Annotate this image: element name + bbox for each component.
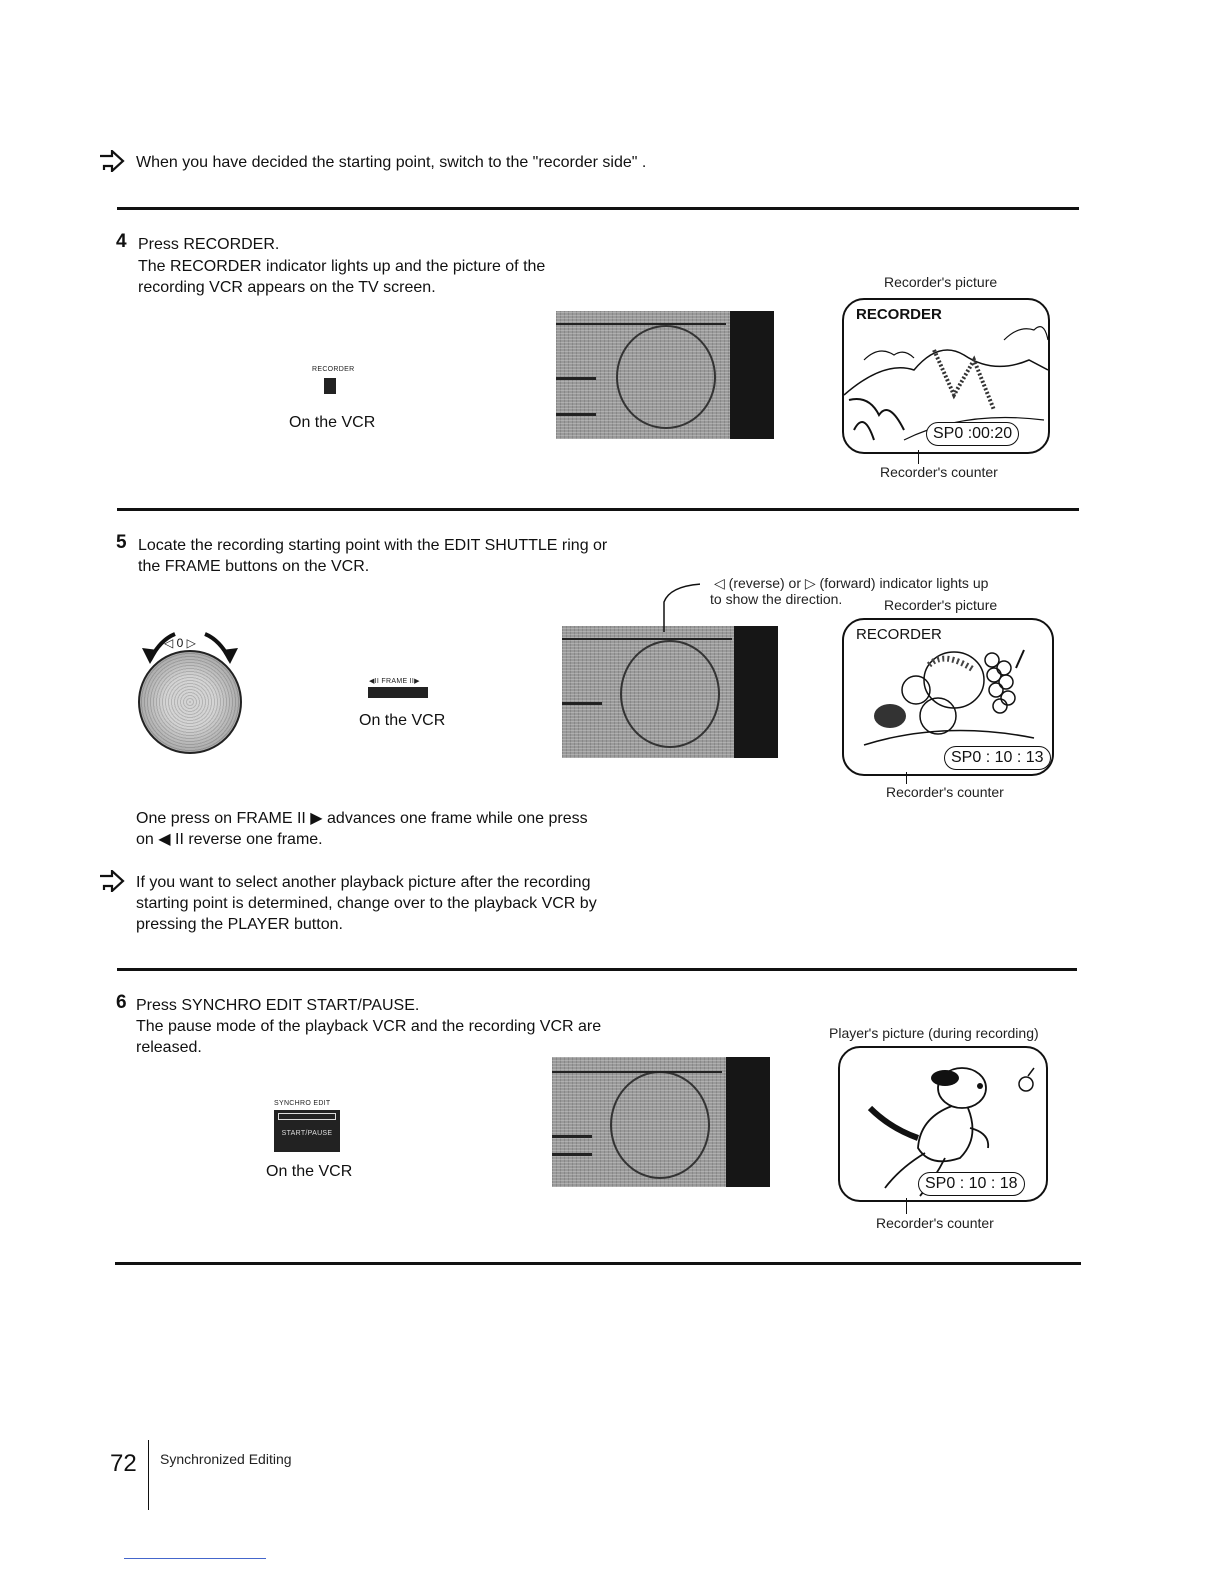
step-title-line2: the FRAME buttons on the VCR.	[138, 558, 370, 575]
step-title: Locate the recording starting point with the EDIT SHUTTLE ring or	[138, 537, 608, 554]
step-body-line: The pause mode of the playback VCR and the recording VCR are	[136, 1018, 602, 1035]
bottom-rule	[124, 1558, 266, 1559]
edit-shuttle-ring[interactable]	[138, 650, 242, 754]
synchro-edit-label: SYNCHRO EDIT	[274, 1100, 331, 1107]
counter-callout-line	[906, 772, 907, 784]
step-number: 4	[116, 231, 127, 252]
recorder-counter: SP0 :00:20	[926, 422, 1019, 446]
vcr-caption: On the VCR	[289, 414, 376, 431]
step-number: 5	[116, 532, 127, 553]
note-arrow-icon	[98, 870, 126, 892]
player-note-line: pressing the PLAYER button.	[136, 916, 343, 933]
divider	[117, 508, 1079, 511]
player-note-line: starting point is determined, change over to the playback VCR by	[136, 895, 597, 912]
counter-callout-line	[906, 1198, 907, 1214]
screen-title: RECORDER	[856, 306, 942, 323]
synchro-edit-button[interactable]	[274, 1110, 340, 1152]
start-pause-label: START/PAUSE	[281, 1130, 333, 1137]
counter-callout-line	[918, 450, 919, 464]
divider	[117, 207, 1079, 210]
recorder-counter: SP0 : 10 : 18	[918, 1172, 1025, 1196]
screen-title: RECORDER	[856, 626, 942, 643]
screen-caption: Player's picture (during recording)	[829, 1025, 1039, 1041]
vcr-front-panel	[556, 311, 774, 439]
vcr-caption: On the VCR	[359, 712, 446, 729]
page-number: 72	[110, 1450, 137, 1477]
frame-buttons[interactable]	[368, 687, 428, 698]
divider	[117, 968, 1077, 971]
counter-caption: Recorder's counter	[880, 464, 998, 480]
player-note-line: If you want to select another playback picture after the recording	[136, 874, 591, 891]
indicator-callout-line	[640, 582, 700, 642]
intro-note: When you have decided the starting point, switch to the "recorder side" .	[136, 154, 647, 171]
divider	[115, 1262, 1081, 1265]
vcr-front-panel	[552, 1057, 770, 1187]
tv-screen-recorder	[842, 298, 1050, 454]
recorder-button[interactable]	[324, 378, 336, 394]
footer-divider	[148, 1440, 149, 1510]
frame-note: One press on FRAME II ▶ advances one frame while one press	[136, 810, 588, 827]
step-number: 6	[116, 992, 127, 1013]
recorder-button-label: RECORDER	[312, 366, 355, 373]
note-arrow-icon	[98, 150, 126, 172]
vcr-caption: On the VCR	[266, 1163, 353, 1180]
step-body-line: released.	[136, 1039, 202, 1056]
step-title: Press SYNCHRO EDIT START/PAUSE.	[136, 997, 420, 1014]
frame-note-line2: on ◀ II reverse one frame.	[136, 831, 323, 848]
indicator-note: ◁ (reverse) or ▷ (forward) indicator lights up	[714, 575, 989, 591]
step-body-line: recording VCR appears on the TV screen.	[138, 279, 436, 296]
tv-screen-player	[838, 1046, 1048, 1202]
counter-caption: Recorder's counter	[876, 1215, 994, 1231]
frame-button-label: ◀II FRAME II▶	[369, 678, 420, 685]
screen-caption: Recorder's picture	[884, 274, 998, 290]
indicator-note-line2: to show the direction.	[710, 591, 843, 607]
screen-caption: Recorder's picture	[884, 597, 998, 613]
section-title: Synchronized Editing	[160, 1451, 292, 1467]
counter-caption: Recorder's counter	[886, 784, 1004, 800]
vcr-front-panel	[562, 626, 778, 758]
recorder-counter: SP0 : 10 : 13	[944, 746, 1051, 770]
tv-screen-recorder	[842, 618, 1054, 776]
shuttle-dial-label: ◁ 0 ▷	[164, 636, 196, 650]
step-title: Press RECORDER.	[138, 236, 280, 253]
step-body-line: The RECORDER indicator lights up and the picture of the	[138, 258, 546, 275]
